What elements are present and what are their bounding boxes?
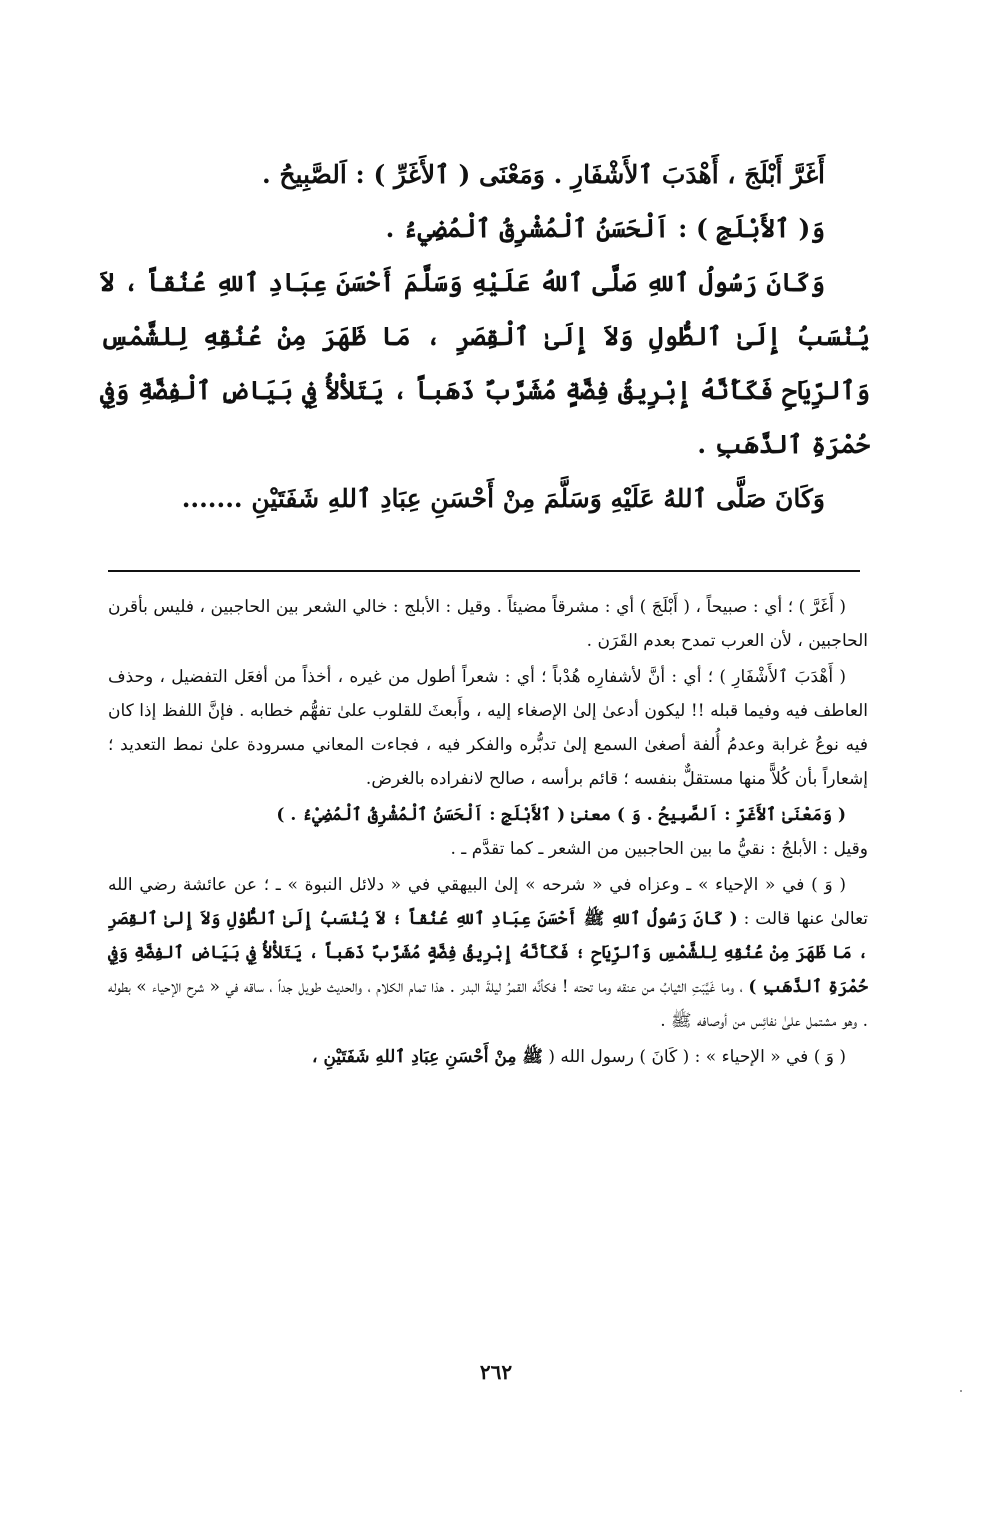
footnote-4-hadith: ( كَانَ رَسُولُ ٱللهِ ﷺ أَحْسَنَ عِبَادِ ٱللهِ عُنُقاً ؛ لاَ يُنْسَبُ إِلَىٰ ٱلطُّوْلِ وَلاَ إِلىٰ ٱلقِصَرِ ، مَا ظَهَرَ مِنْ عُنُقِهِ لِلشَّمْسِ وَٱلرِّيَاحِ ؛ فَكَأَنَّهُ إِبْرِيقُ فِضَّةٍ مُشَرَّبٌ ذَهَباً ، يَتَلأْلأُ فِي بَيَاضِ ٱلفِضَّةِ وَفِي حُمْرَةِ ٱلذَّهَبِ ): [108, 909, 868, 997]
page-number: ٢٦٢: [479, 1360, 513, 1384]
main-text: [100, 148, 870, 526]
footnote-3: [108, 798, 868, 832]
footnote-separator: [108, 570, 860, 572]
scan-speck: [960, 1390, 962, 1392]
footnotes: [108, 590, 868, 1074]
footnote-1: ( أَغَرَّ ) ؛ أي : صبيحاً ، ( أَبْلَجَ ) أي : مشرقاً مضيئاً . وقيل : الأبلج : خالي الشعر بين الحاجبين ، فليس بأقرن الحاجبين ، لأن العرب تمدح بعدم القَرَن .: [108, 597, 868, 651]
footnote-4-rest: ، وما غَيَّبَتِ الثيابُ من عنقه وما تحته ! فكأنَّه القمرُ ليلةَ البدر . هذا تمام الكلام ، والحديث طويل جداً ، ساقه في « شرح الإحياء » بطوله . وهو مشتمل علىٰ نفائِس من أوصافه ﷺ .: [108, 977, 868, 1031]
footnote-3-quote: ( وَمَعْنَىٰ ٱلأَغَرِّ : اَلصَّبِيحُ . وَ ) معنىٰ ( ٱلأَبْلَجِ : اَلْحَسَنُ ٱلْمُشْرِقُ ٱلْمُضِيْءُ . ): [276, 805, 846, 825]
footnote-4-intro: ( وَ ) في « الإحياء » ـ وعزاه في « شرحه » إلىٰ البيهقي في « دلائل النبوة » ـ ؛ عن عائشة رضي الله تعالىٰ عنها قالت :: [108, 875, 869, 929]
main-line-1: أَغَرَّ أَبْلَجَ ، أَهْدَبَ ٱلأَشْفَارِ . وَمَعْنَى ( ٱلأَغَرِّ ) : اَلصَّبِيحُ .: [261, 160, 825, 189]
footnote-5: [108, 1040, 868, 1074]
footnote-5-hadith: ﷺ مِنْ أَحْسَنِ عِبَادِ ٱللهِ شَفَتَيْنِ ،: [312, 1047, 543, 1067]
footnote-3-continuation: وقيل : الأبلجُ : نقيُّ ما بين الحاجبين من الشعر ـ كما تقدَّم ـ .: [450, 839, 868, 859]
footnote-4: [108, 868, 868, 1038]
main-paragraph-2: وَكَانَ صَلَّى ٱللهُ عَلَيْهِ وَسَلَّمَ مِنْ أَحْسَنِ عِبَادِ ٱللهِ شَفَتَيْنِ .......: [181, 484, 825, 513]
footnote-2: ( أَهْدَبَ ٱلأَشْفَارِ ) ؛ أي : أنَّ لأشفارِه هُدْباً ؛ أي : شعراً أطول من غيره ، أخذاً من أفعَل التفضيل ، وحذف العاطف فيه وفيما قبله !! ليكون أدعىٰ إلىٰ الإصغاء إليه ، وأَبعثَ للقلوب علىٰ تفهُّم خطابه . فإنَّ اللفظ إذا كان فيه نوعُ غرابة وعدمُ أُلفة أصغىٰ السمع إلىٰ تدبُّره والفكر فيه ، فجاءت المعاني مسرودة علىٰ نمط التعديد ؛ إشعاراً بأن كُلاًّ منها مستقلٌّ بنفسه ؛ قائم برأسه ، صالح لانفراده بالغرض.: [108, 667, 868, 789]
main-paragraph-1: وَكَانَ رَسُولُ ٱللهِ صَلَّى ٱللهُ عَلَيْهِ وَسَلَّمَ أَحْسَنَ عِبَادِ ٱللهِ عُنُقاً ، لاَ يُنْسَبُ إِلَىٰ ٱلطُّولِ وَلاَ إِلَىٰ ٱلْقِصَرِ ، مَا ظَهَرَ مِنْ عُنُقِهِ لِلشَّمْسِ وَٱلرِّيَاحِ فَكَأَنَّهُ إِبْرِيقُ فِضَّةٍ مُشَرَّبٌ ذَهَباً ، يَتَلأْلأُ فِي بَيَاضِ ٱلْفِضَّةِ وَفِي حُمْرَةِ ٱلذَّهَبِ .: [100, 268, 870, 459]
footnote-5-intro: ( وَ ) في « الإحياء » : ( كَانَ ) رسول الله (: [548, 1047, 846, 1067]
main-line-2: وَ( ٱلأَبْلَجِ ) : اَلْحَسَنُ ٱلْمُشْرِقُ ٱلْمُضِيءُ .: [385, 214, 825, 243]
